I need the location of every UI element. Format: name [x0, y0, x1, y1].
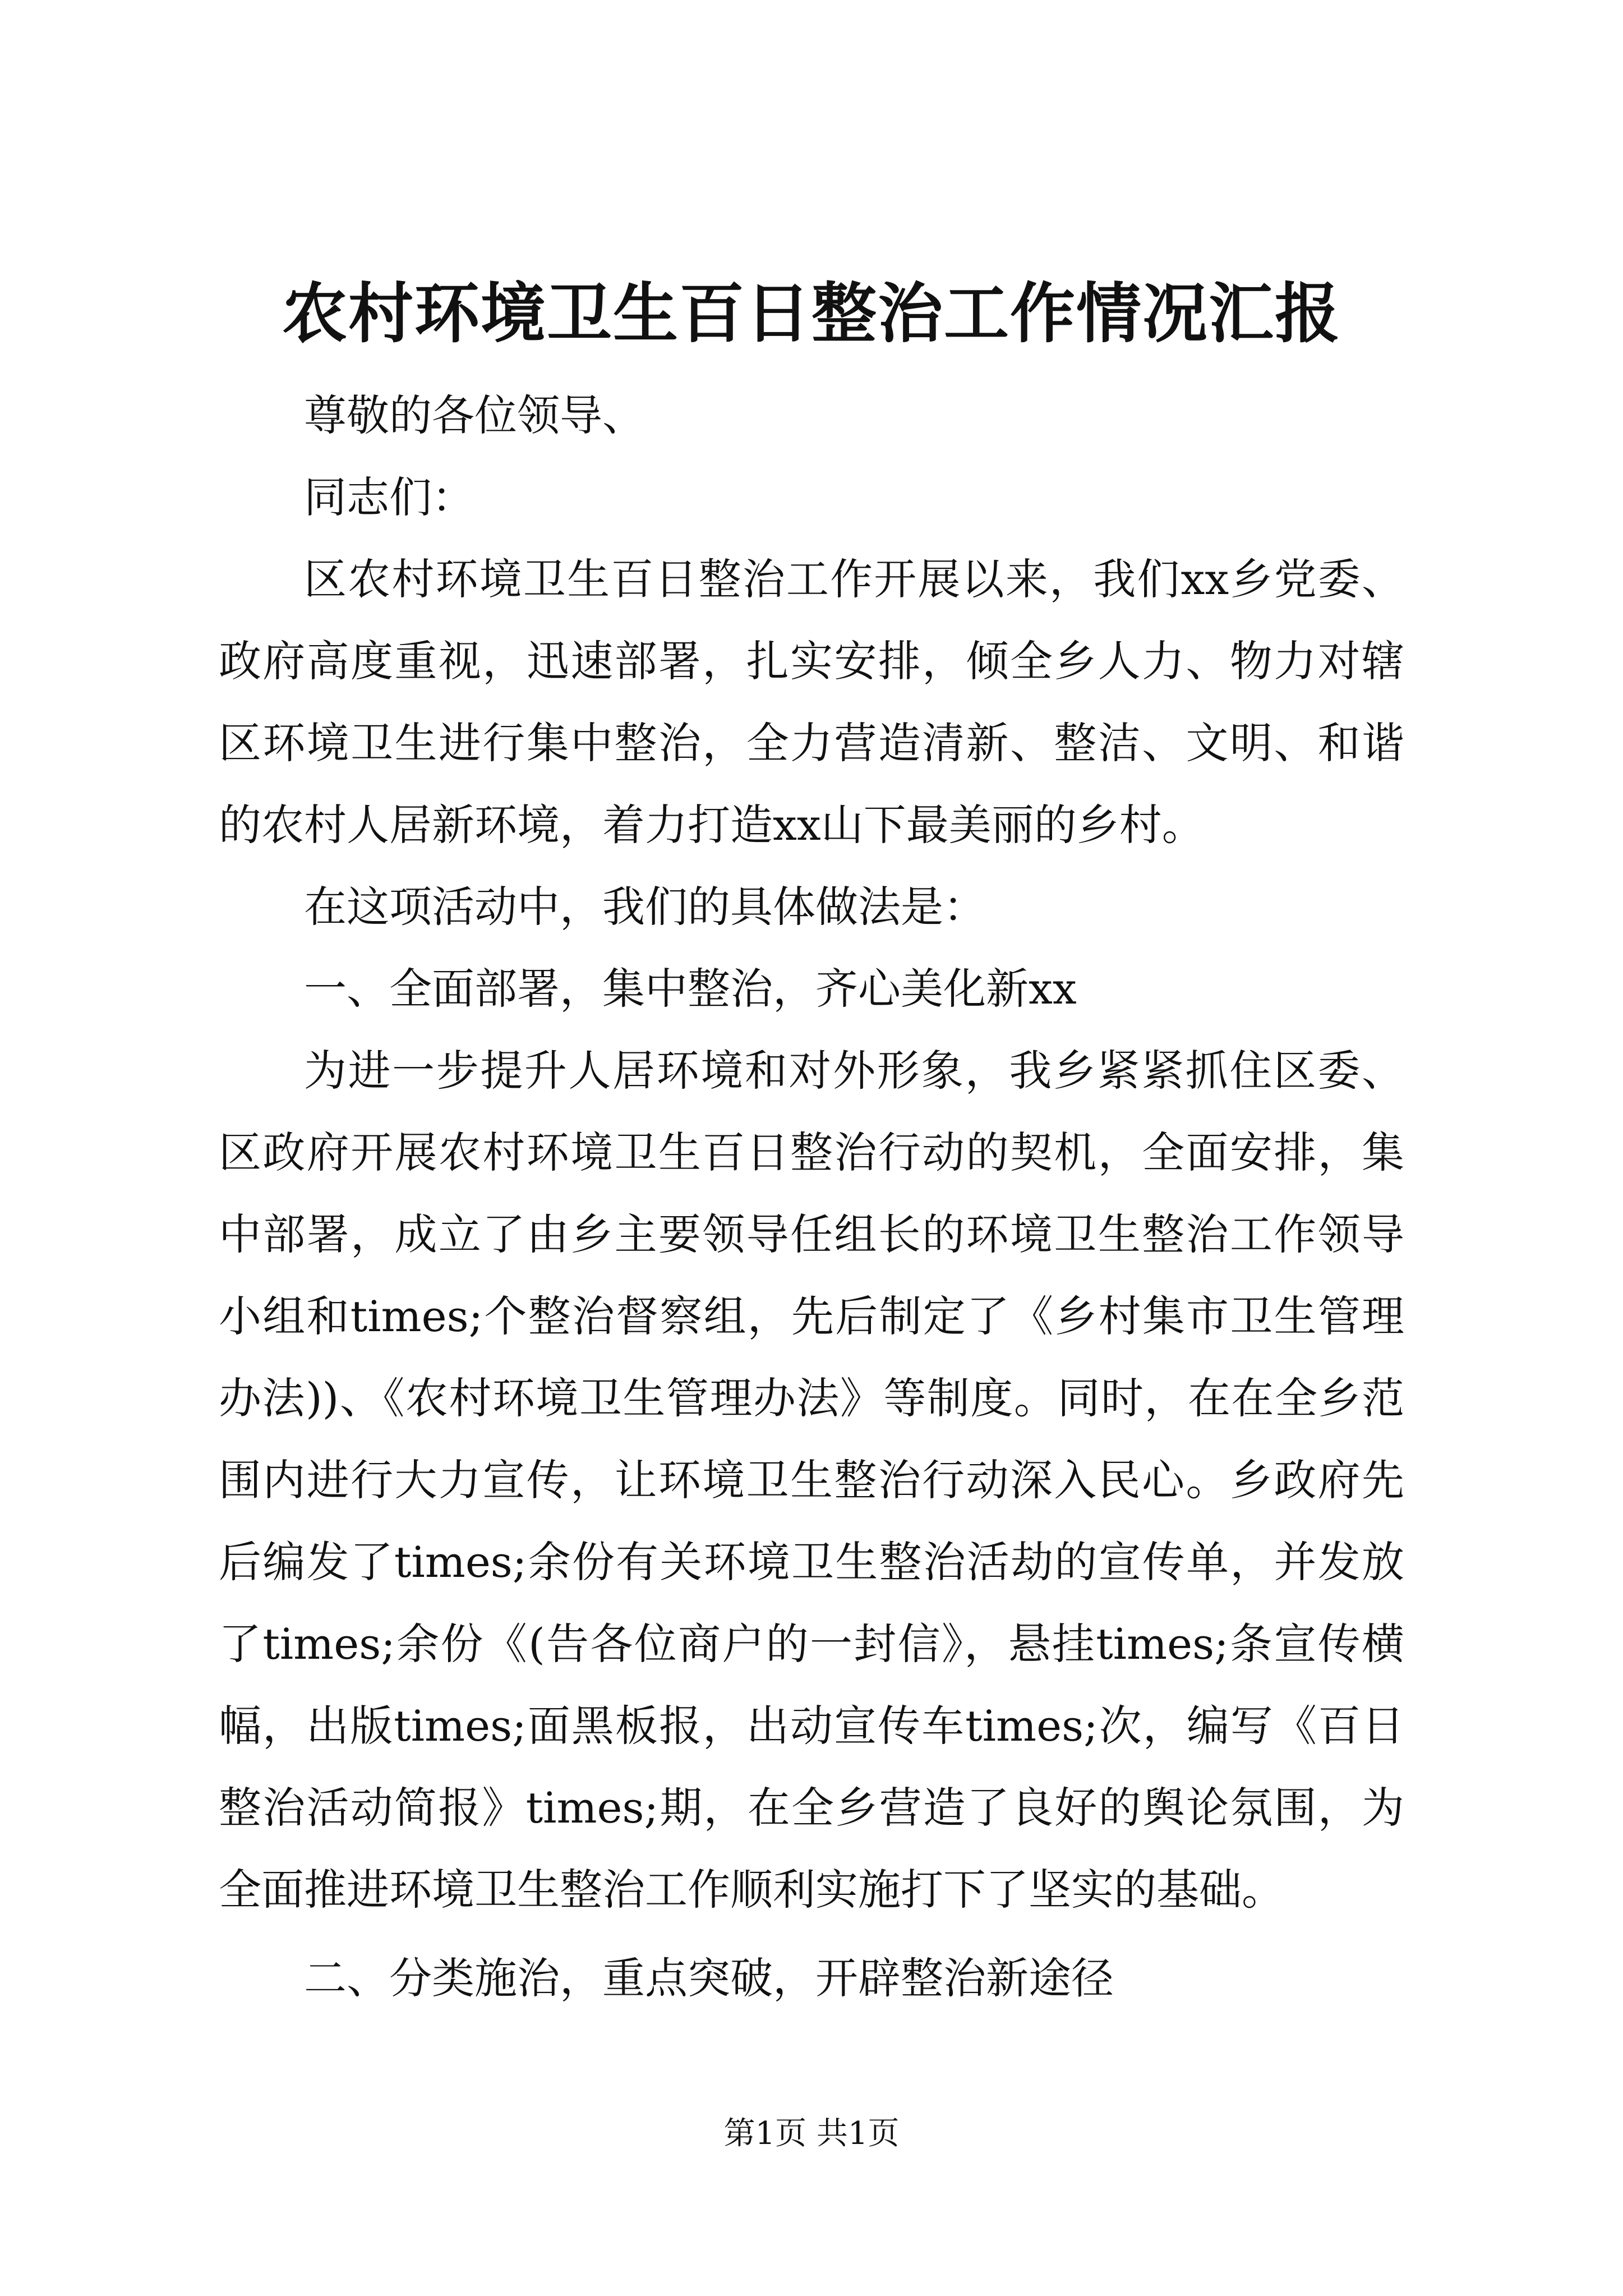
method-intro-paragraph: 在这项活动中，我们的具体做法是： — [304, 882, 986, 932]
salutation-line-1: 尊敬的各位领导、 — [304, 390, 645, 440]
intro-paragraph: 区农村环境卫生百日整治工作开展以来，我们xx乡党委、政府高度重视，迅速部署，扎实安排，倾全乡人力、物力对辖区环境卫生进行集中整治，全力营造清新、整洁、文明、和谐的农村人居新环境，着力打造xx山下最美丽的乡村。 — [219, 554, 1404, 850]
section-1-paragraph: 为进一步提升人居环境和对外形象，我乡紧紧抓住区委、区政府开展农村环境卫生百日整治行动的契机，全面安排，集中部署，成立了由乡主要领导任组长的环境卫生整治工作领导小组和times;个整治督察组，先后制定了《乡村集市卫生管理办法))、《农村环境卫生管理办法》等制度。同时，在在全乡范围内进行大力宣传，让环境卫生整治行动深入民心。乡政府先后编发了times;余份有关环境卫生整治活劫的宣传单，并发放了times;余份《(告各位商户的一封信》，悬挂times;条宣传横幅，出版times;面黑板报，出动宣传车times;次，编写《百日整治活动简报》times;期，在全乡营造了良好的舆论氛围，为全面推进环境卫生整治工作顺利实施打下了坚实的基础。 — [219, 1046, 1404, 1915]
document-body — [219, 375, 1404, 2019]
section-heading-2: 二、分类施治，重点突破，开辟整治新途径 — [304, 1953, 1114, 2003]
page-number-footer: 第1页 共1页 — [723, 2115, 900, 2152]
salutation-line-2: 同志们： — [304, 472, 474, 522]
document-title: 农村环境卫生百日整治工作情况汇报 — [282, 275, 1341, 352]
section-heading-1: 一、全面部署，集中整治，齐心美化新xx — [304, 964, 1077, 1014]
